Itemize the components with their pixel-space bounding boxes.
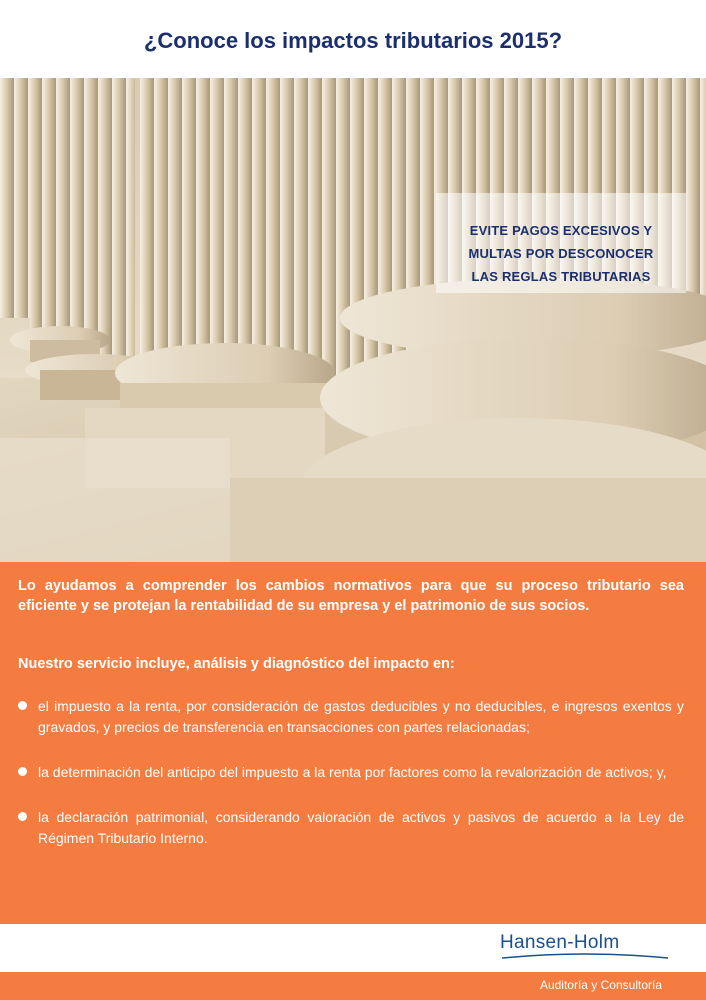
callout-line-1: EVITE PAGOS EXCESIVOS Y — [469, 223, 653, 238]
swoosh-icon — [500, 952, 670, 962]
services-heading: Nuestro servicio incluye, análisis y diagnóstico del impacto en: — [18, 656, 455, 672]
list-item-text: la determinación del anticipo del impuesto a la renta por factores como la revalorización de activos; y, — [38, 764, 667, 780]
footer-bar — [0, 972, 706, 1000]
bullet-icon — [18, 812, 27, 821]
bullet-icon — [18, 767, 27, 776]
bullet-icon — [18, 701, 27, 710]
list-item — [18, 807, 684, 849]
brand-tagline: Auditoría y Consultoría — [539, 978, 662, 992]
list-item-text: la declaración patrimonial, considerando valoración de activos y pasivos de acuerdo a la Ley de Régimen Tributario Interno. — [38, 809, 684, 846]
callout-box — [436, 193, 686, 293]
page-title: ¿Conoce los impactos tributarios 2015? — [143, 28, 563, 53]
columns-photo — [0, 78, 706, 562]
brand-logo — [500, 932, 670, 962]
callout-line-2: MULTAS POR DESCONOCER — [468, 246, 654, 261]
content-panel — [0, 562, 706, 924]
list-item — [18, 762, 684, 783]
list-item — [18, 696, 684, 738]
brand-name: Hansen-Holm — [500, 932, 620, 953]
callout-line-3: LAS REGLAS TRIBUTARIAS — [471, 269, 651, 284]
intro-paragraph: Lo ayudamos a comprender los cambios normativos para que su proceso tributario sea eficiente y se protejan la rentabilidad de su empresa y el patrimonio de sus socios. — [18, 578, 684, 614]
services-list — [18, 696, 684, 873]
list-item-text: el impuesto a la renta, por consideración de gastos deducibles y no deducibles, e ingresos exentos y gravados, y precios de transferencia en transacciones con partes relacionadas; — [38, 698, 684, 735]
